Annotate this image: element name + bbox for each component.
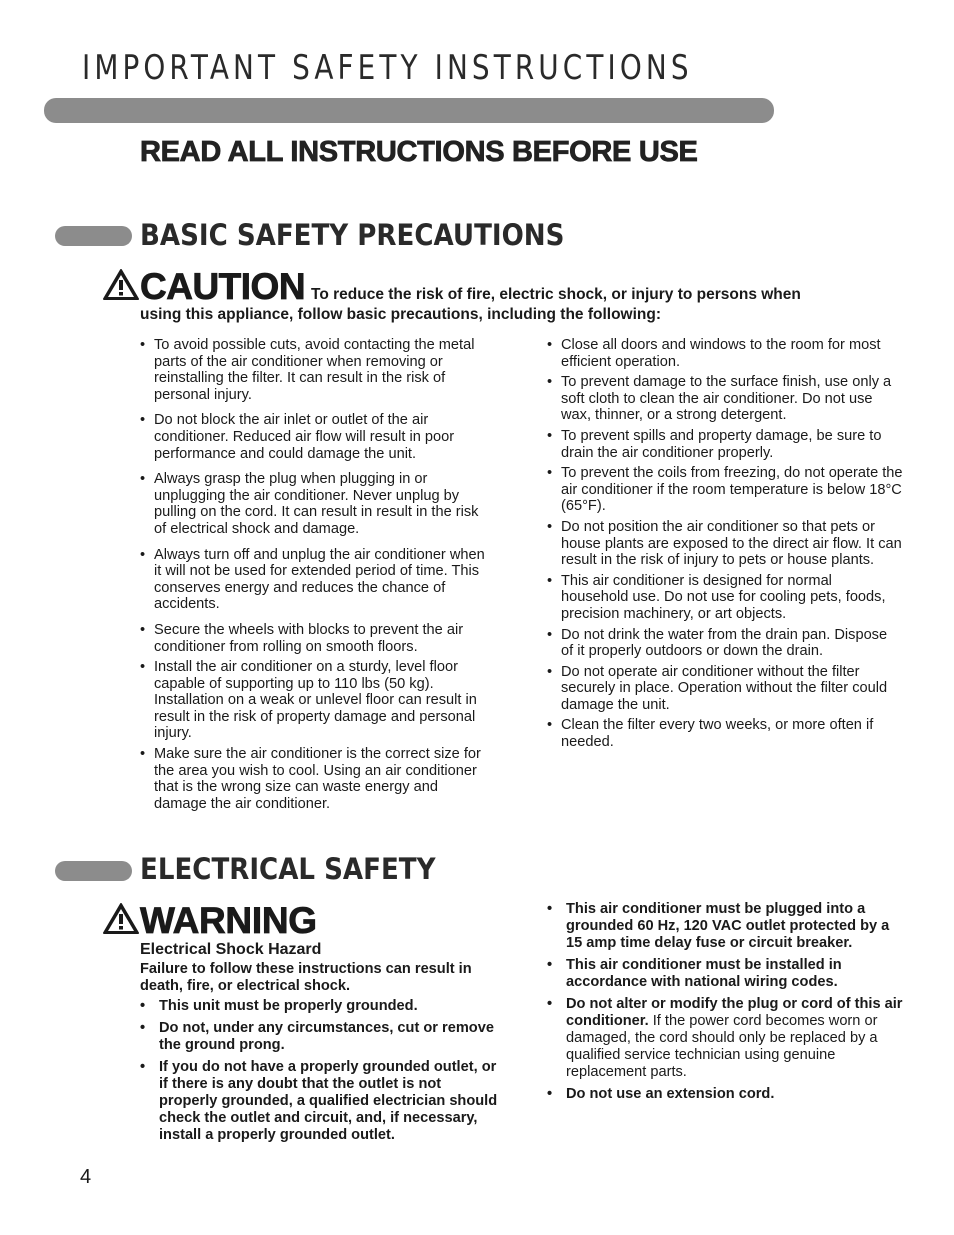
list-item: • Always turn off and unplug the air conditioner when it will not be used for extended period of time. This conserves energy and reduces the chance of accidents. [140, 547, 492, 613]
electrical-safety-heading: ELECTRICAL SAFETY [140, 852, 436, 886]
list-item: • Do not drink the water from the drain pan. Dispose of it properly outdoors or down the drain. [547, 627, 903, 660]
list-item: • Always grasp the plug when plugging in or unplugging the air conditioner. Never unplug by pulling on the cord. It can result in result in the risk of electrical shock and damage. [140, 471, 492, 537]
list-item: • This unit must be properly grounded. [140, 998, 500, 1015]
list-item: • Do not position the air conditioner so that pets or house plants are exposed to the direct air flow. It can result in the risk of injury to pets or house plants. [547, 519, 903, 569]
section-marker [55, 226, 132, 246]
basic-safety-heading: BASIC SAFETY PRECAUTIONS [140, 218, 565, 252]
list-item: • Secure the wheels with blocks to prevent the air conditioner from rolling on smooth floors. [140, 622, 492, 655]
list-item: • Close all doors and windows to the room for most efficient operation. [547, 337, 903, 370]
caution-line [102, 266, 902, 308]
list-item: • Do not, under any circumstances, cut or remove the ground prong. [140, 1020, 500, 1054]
caution-lead-text-2: using this appliance, follow basic precautions, including the following: [140, 306, 662, 323]
basic-precautions-left-list [140, 337, 492, 812]
list-item-bold: Do not alter or modify the plug or cord of this air conditioner. [566, 996, 903, 1029]
caution-lead-text: To reduce the risk of fire, electric shock, or injury to persons when [311, 286, 801, 303]
section-marker [55, 861, 132, 881]
list-item: • Do not block the air inlet or outlet of the air conditioner. Reduced air flow will result in poor performance and could damage the unit. [140, 412, 492, 462]
list-item: • To prevent spills and property damage, be sure to drain the air conditioner properly. [547, 428, 903, 461]
read-all-heading: READ ALL INSTRUCTIONS BEFORE USE [140, 136, 698, 168]
hazard-title: Electrical Shock Hazard [140, 941, 322, 958]
hazard-text: Failure to follow these instructions can result in death, fire, or electrical shock. [140, 961, 472, 994]
list-item: • To prevent the coils from freezing, do not operate the air conditioner if the room temperature is below 18°C (65°F). [547, 465, 903, 515]
list-item: • This air conditioner must be installed in accordance with national wiring codes. [547, 957, 907, 991]
warning-triangle-icon [102, 268, 140, 306]
list-item [547, 996, 907, 1081]
list-item: • Install the air conditioner on a sturdy, level floor capable of supporting up to 110 lbs (50 kg). Installation on a weak or unlevel floor can result in result in the risk of property damage and personal injury. [140, 659, 492, 742]
warning-triangle-icon [102, 902, 140, 940]
list-item: • This air conditioner is designed for normal household use. Do not use for cooling pets, foods, precision machinery, or art objects. [547, 573, 903, 623]
list-item: • To avoid possible cuts, avoid contacting the metal parts of the air conditioner when removing or reinstalling the filter. It can result in the risk of personal injury. [140, 337, 492, 403]
warning-line [102, 900, 317, 942]
list-item: • Clean the filter every two weeks, or more often if needed. [547, 717, 903, 750]
list-item: • Do not use an extension cord. [547, 1086, 907, 1103]
electrical-left-list [140, 998, 500, 1149]
list-item: • To prevent damage to the surface finish, use only a soft cloth to clean the air conditioner. Do not use wax, thinner, or a strong detergent. [547, 374, 903, 424]
electrical-right-list [547, 901, 907, 1108]
list-item: • Make sure the air conditioner is the correct size for the area you wish to cool. Using an air conditioner that is the wrong size can waste energy and damage the air conditioner. [140, 746, 492, 812]
page-title: IMPORTANT SAFETY INSTRUCTIONS [82, 48, 693, 88]
caution-word: CAUTION [140, 266, 306, 307]
basic-precautions-right-list [547, 337, 903, 755]
warning-word: WARNING [140, 900, 317, 941]
list-item: • Do not operate air conditioner without the filter securely in place. Operation without the filter could damage the unit. [547, 664, 903, 714]
list-item: • If you do not have a properly grounded outlet, or if there is any doubt that the outlet is not properly grounded, a qualified electrician should check the outlet and circuit, and, if necessary, install a properly grounded outlet. [140, 1059, 500, 1144]
page-number: 4 [80, 1166, 92, 1188]
list-item: • This air conditioner must be plugged into a grounded 60 Hz, 120 VAC outlet protected by a 15 amp time delay fuse or circuit breaker. [547, 901, 907, 952]
title-divider-bar [44, 98, 774, 123]
list-item-normal: If the power cord becomes worn or damaged, the cord should only be replaced by a qualified service technician using genuine replacement parts. [566, 1013, 878, 1080]
